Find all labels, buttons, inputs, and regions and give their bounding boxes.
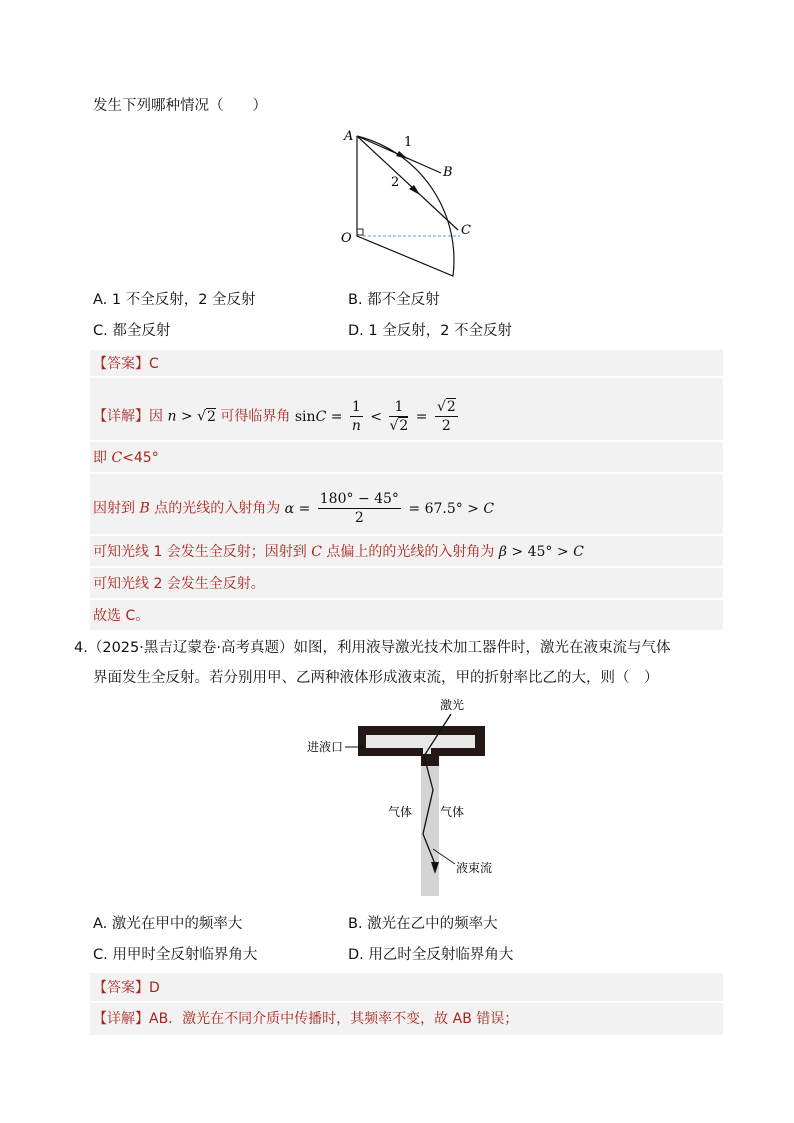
q4-option-d: D. 用乙时全反射临界角大 [348,947,514,963]
q4-option-a: A. 激光在甲中的频率大 [93,916,243,932]
label-inlet: 进液口 [307,740,344,754]
detail-line-5 [90,568,723,598]
question-stem-tail: 发生下列哪种情况（ ） [93,98,267,114]
inequality-n: n > √2 [167,408,216,425]
symbol-B: B [139,500,150,517]
q4-option-b: B. 激光在乙中的频率大 [348,916,498,932]
symbol-C-2: C [311,544,322,560]
label-C: C [461,223,471,238]
label-B: B [443,165,453,180]
right-angle-mark [357,229,363,235]
detail-text-ray1: 可知光线 1 会发生全反射；因射到 [93,544,312,560]
option-c: C. 都全反射 [93,323,171,339]
answer-box [90,350,723,376]
laser-jet-figure [305,694,515,904]
formula-beta: β > 45° > C [498,544,584,560]
label-2: 2 [391,175,400,190]
detail-text-choose: 故选 C。 [93,608,150,624]
detail-line-4 [90,536,723,566]
question-4-line-2: 界面发生全反射。若分别用甲、乙两种液体形成液束流，甲的折射率比乙的大，则（ ） [93,670,659,686]
option-a: A. 1 不全反射，2 全反射 [93,292,256,308]
detail-text-lt45: <45° [122,450,159,466]
label-1: 1 [404,135,413,150]
q4-detail-box [90,1003,723,1035]
question-stem-1: 如图，利用液导激光技术加工器件时，激光在液束流与气体 [293,640,671,656]
label-jet: 液束流 [456,861,493,875]
detail-text-upper: 点偏上的的光线的入射角为 [321,544,495,560]
label-A: A [344,129,354,144]
answer-value: C [149,356,159,372]
detail-text-ji: 即 [93,450,112,466]
detail-text-incident-angle: 点的光线的入射角为 [149,500,281,517]
q4-detail-label: 【详解】 [93,1011,149,1027]
label-laser: 激光 [440,698,465,712]
detail-label: 【详解】 [93,408,149,425]
detail-line-3 [90,474,723,534]
question-number: 4. [74,640,88,656]
q4-answer-label: 【答案】 [93,980,149,996]
q4-answer-box [90,973,723,1001]
label-gas-right: 气体 [440,805,465,819]
detail-text-critical: 可得临界角 [220,408,291,425]
detail-text-because: 因 [149,408,163,425]
detail-text-ray2: 可知光线 2 会发生全反射。 [93,576,265,592]
symbol-C: C [111,450,123,466]
label-gas-left: 气体 [388,805,413,819]
q4-option-c: C. 用甲时全反射临界角大 [93,947,258,963]
formula-sinC: sinC = $\frac{1}{n}$ < $\frac{1}{√2}$ = $\frac{√2}{2}$ [290,399,456,434]
option-d: D. 1 全反射，2 不全反射 [348,323,513,339]
ray-2 [357,136,458,230]
detail-text-shedao: 因射到 [93,500,140,517]
question-4-line-1 [74,638,670,658]
question-source: （2025·黑吉辽蒙卷·高考真题） [87,640,294,656]
formula-alpha: α = $\frac{180^\circ - 45^\circ}{2}$ = 67.5° > C [284,491,495,526]
answer-label: 【答案】 [93,356,149,372]
detail-line-1 [90,378,723,440]
q4-answer-value: D [149,980,160,996]
detail-line-6 [90,600,723,630]
option-b: B. 都不全反射 [348,292,440,308]
q4-detail-text: AB．激光在不同介质中传播时，其频率不变，故 AB 错误； [149,1011,519,1027]
quarter-circle-figure [330,120,480,280]
detail-line-2 [90,442,723,472]
label-O: O [341,231,352,246]
